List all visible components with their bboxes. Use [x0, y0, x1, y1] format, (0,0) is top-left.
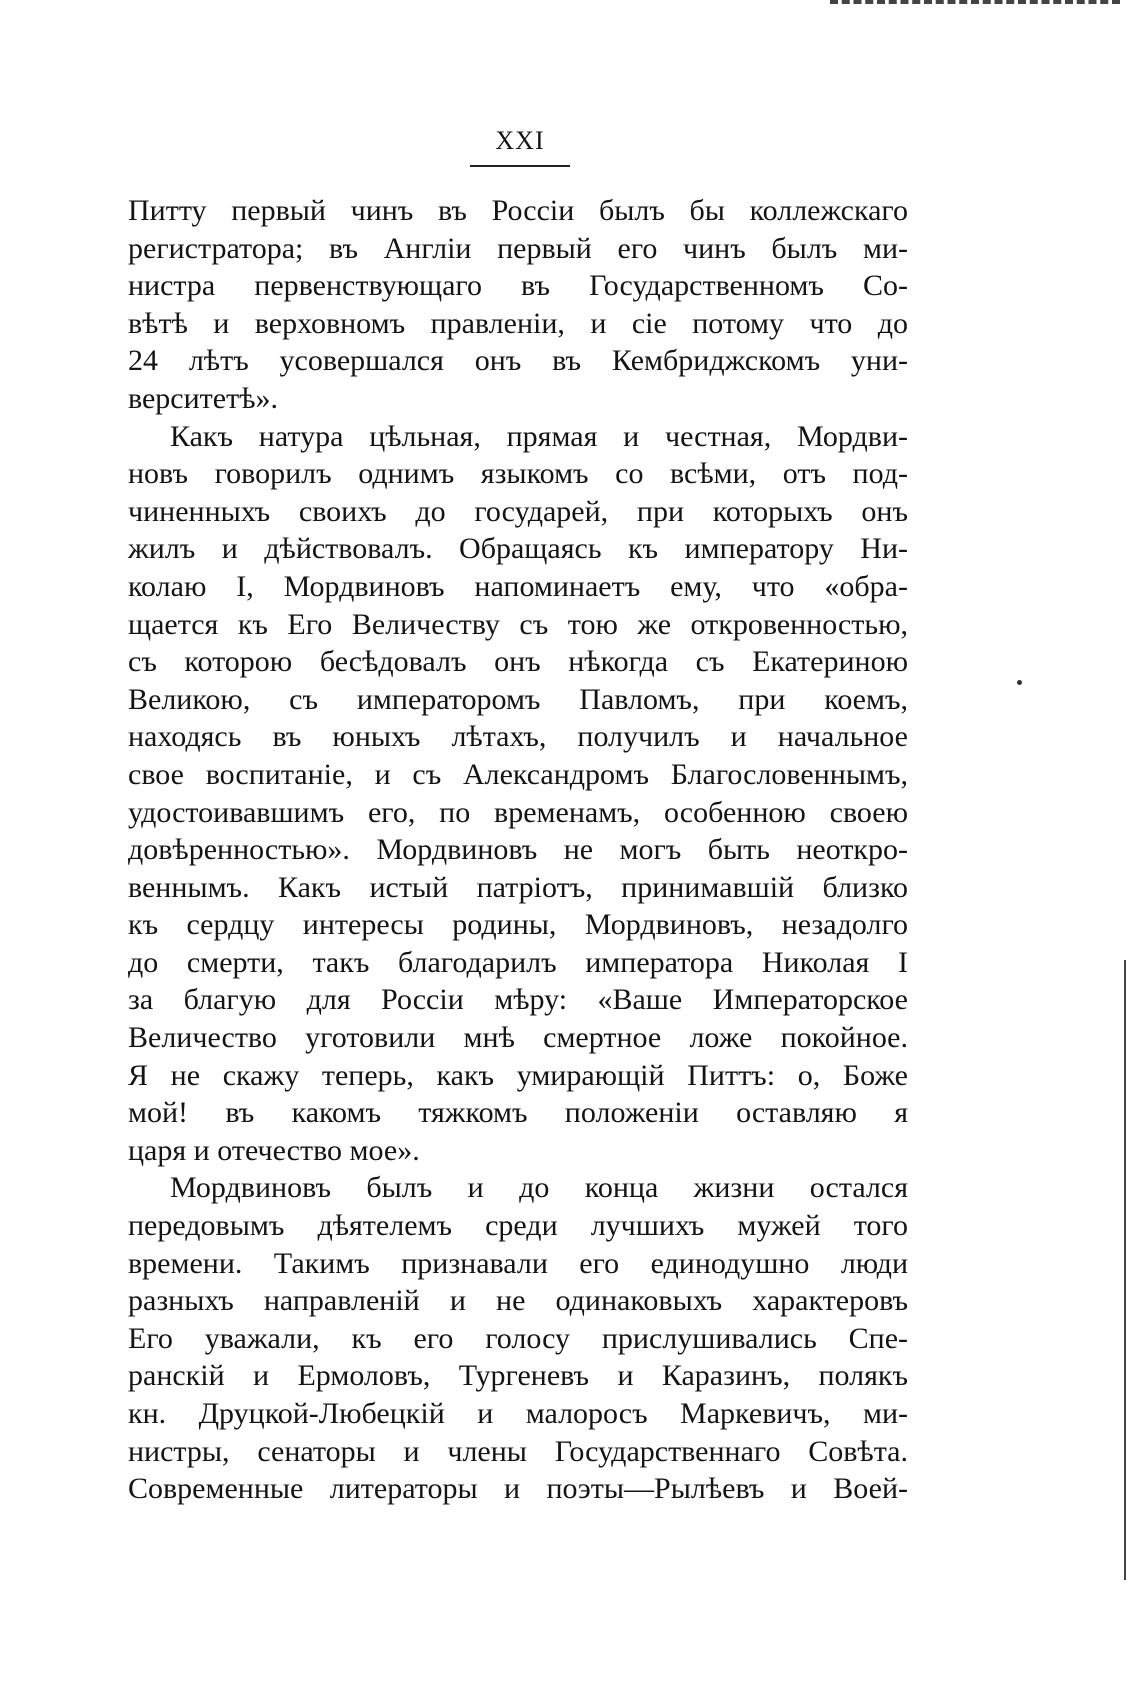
body-text	[128, 192, 908, 1508]
text-line: жилъ и дѣйствовалъ. Обращаясь къ императору Ни-	[128, 532, 908, 566]
text-line: веннымъ. Какъ истый патріотъ, принимавшій близко	[128, 870, 908, 904]
text-line: нистра первенствующаго въ Государственномъ Со-	[128, 269, 908, 303]
text-line: царя и отечество мое».	[128, 1133, 420, 1167]
text-line: кн. Друцкой-Любецкій и малоросъ Маркевичъ, ми-	[128, 1397, 908, 1430]
text-line: Великою, съ императоромъ Павломъ, при коемъ,	[128, 682, 908, 716]
scan-artifact-dot	[1017, 680, 1022, 685]
text-line: довѣренностью». Мордвиновъ не могъ быть неоткро-	[128, 833, 908, 867]
text-line: верситетѣ».	[128, 381, 278, 415]
text-line: за благую для Россіи мѣру: «Ваше Императорское	[128, 983, 908, 1017]
text-line: мой! въ какомъ тяжкомъ положеніи оставляю я	[128, 1096, 908, 1130]
text-line: Питту первый чинъ въ Россіи былъ бы коллежскаго	[128, 194, 908, 227]
text-line: свое воспитаніе, и съ Александромъ Благословеннымъ,	[128, 757, 908, 791]
text-line: Я не скажу теперь, какъ умирающій Питтъ: о, Боже	[128, 1058, 908, 1092]
text-line: новъ говорилъ однимъ языкомъ со всѣми, отъ под-	[128, 457, 908, 491]
text-line: щается къ Его Величеству съ тою же откровенностью,	[128, 607, 908, 641]
text-line: Его уважали, къ его голосу прислушивались Спе-	[128, 1321, 908, 1355]
text-line: удостоивавшимъ его, по временамъ, особенною своею	[128, 795, 908, 829]
paragraph-2	[128, 418, 908, 1170]
text-line: передовымъ дѣятелемъ среди лучшихъ мужей того	[128, 1209, 908, 1243]
text-line: Величество уготовили мнѣ смертное ложе покойное.	[128, 1021, 908, 1055]
header-rule	[470, 165, 570, 167]
text-line: Современные литераторы и поэты—Рылѣевъ и Воей-	[128, 1472, 908, 1506]
scan-artifact-top	[830, 0, 1120, 10]
text-line: разныхъ направленій и не одинаковыхъ характеровъ	[128, 1284, 908, 1318]
text-line: къ сердцу интересы родины, Мордвиновъ, незадолго	[128, 908, 908, 942]
text-line: до смерти, такъ благодарилъ императора Николая I	[128, 945, 908, 979]
text-line: вѣтѣ и верховномъ правленіи, и сіе потому что до	[128, 306, 908, 340]
text-line: находясь въ юныхъ лѣтахъ, получилъ и начальное	[128, 720, 908, 754]
text-line: Какъ натура цѣльная, прямая и честная, Мордви-	[170, 419, 908, 453]
text-line: чиненныхъ своихъ до государей, при которыхъ онъ	[128, 494, 908, 528]
text-line: регистратора; въ Англіи первый его чинъ былъ ми-	[128, 231, 908, 265]
paragraph-1	[128, 192, 908, 418]
text-line: нистры, сенаторы и члены Государственнаго Совѣта.	[128, 1434, 908, 1468]
page-number: XXI	[495, 126, 545, 155]
text-line: времени. Такимъ признавали его единодушно люди	[128, 1246, 908, 1280]
text-line: съ которою бесѣдовалъ онъ нѣкогда съ Екатериною	[128, 645, 908, 679]
scan-artifact-edge	[1124, 960, 1126, 1580]
text-line: колаю I, Мордвиновъ напоминаетъ ему, что «обра-	[128, 569, 908, 603]
text-line: 24 лѣтъ усовершался онъ въ Кембриджскомъ уни-	[128, 344, 908, 378]
text-line: ранскій и Ермоловъ, Тургеневъ и Каразинъ, полякъ	[128, 1359, 908, 1393]
paragraph-3	[128, 1169, 908, 1507]
text-line: Мордвиновъ былъ и до конца жизни остался	[170, 1171, 908, 1205]
